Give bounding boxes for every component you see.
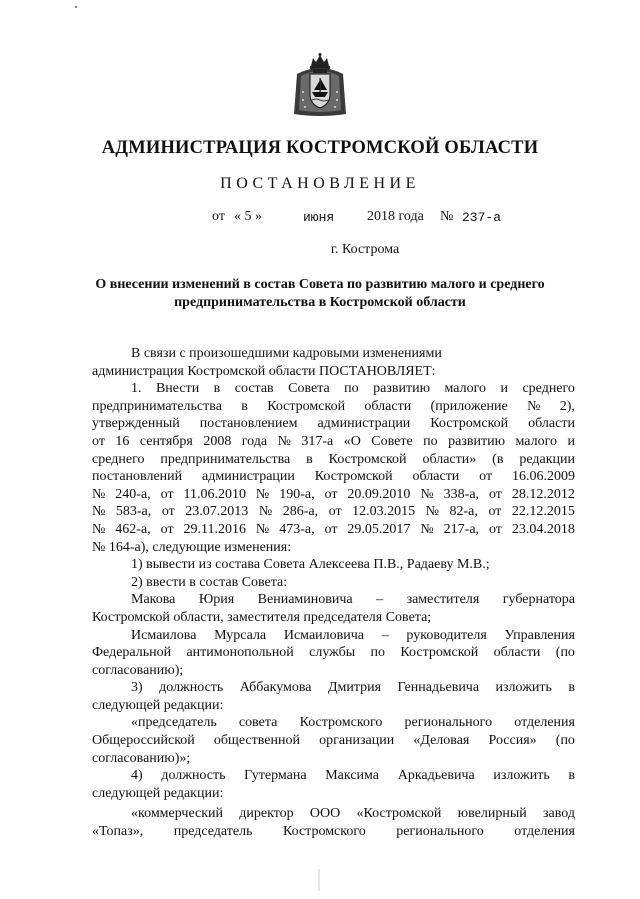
body-line (92, 644, 575, 662)
word: по (423, 433, 438, 449)
word: состав (234, 381, 274, 397)
word: 23.07.2013 (185, 504, 249, 520)
word: 16.06.2009 (511, 469, 575, 485)
word: предпринимательства (92, 398, 222, 414)
word: Федеральной (92, 645, 172, 661)
word: Гутермана (244, 768, 307, 784)
word: № (527, 398, 541, 414)
date-day: « 5 » (234, 209, 262, 224)
date-year: 2018 года (367, 209, 424, 224)
word: Аркадьевича (397, 768, 475, 784)
document-number: 237-а (462, 210, 502, 225)
word: области» (422, 451, 477, 467)
date-prefix: от (212, 209, 225, 224)
word: постановлений (92, 469, 183, 485)
word: № (255, 486, 270, 502)
word: Костромской (267, 398, 346, 414)
word: губернатора (502, 592, 575, 608)
word: среднего (522, 381, 575, 397)
word: Юрия (198, 592, 235, 608)
subject-line: О внесении изменений в состав Совета по развитию малого и среднего (95, 277, 545, 292)
word: Управления (504, 627, 575, 643)
word: должность (161, 768, 226, 784)
word: Костромской (328, 451, 407, 467)
word: 317-а (301, 433, 334, 449)
word: в (213, 381, 221, 397)
word: 82-а, (449, 504, 478, 520)
word: 28.12.2012 (511, 486, 575, 502)
word: 2008 (203, 433, 232, 449)
word: от (488, 504, 502, 520)
word: Костромской (430, 416, 509, 432)
body-line (92, 591, 575, 609)
word: организации (319, 733, 395, 749)
word: заместителя (406, 592, 480, 608)
word: (в (492, 451, 504, 467)
word: (по (555, 645, 575, 661)
coat-of-arms-icon (291, 52, 349, 118)
word: области (493, 645, 541, 661)
word: Костромского (282, 824, 366, 840)
word: предпринимательства (160, 451, 291, 467)
body-line (92, 468, 575, 486)
word: ювелирный (457, 806, 527, 822)
document-type: ПОСТАНОВЛЕНИЕ (220, 175, 420, 192)
body-line (92, 398, 575, 416)
word: малого (515, 433, 557, 449)
body-line (92, 823, 575, 841)
word: Аббакумова (239, 680, 312, 696)
word: 286-а, (282, 504, 319, 520)
word: 11.06.2010 (183, 486, 246, 502)
word: – (376, 592, 384, 608)
document-body (92, 345, 575, 841)
word: Геннадьевича (397, 680, 480, 696)
word: должность (159, 680, 224, 696)
list-item: 2) ввести в состав Совета: (131, 574, 288, 590)
word: в (241, 398, 248, 414)
word: № (255, 521, 270, 537)
word: 23.04.2018 (511, 521, 575, 537)
word: ООО (309, 806, 341, 822)
word: регионального (396, 824, 484, 840)
word: развитию (448, 433, 506, 449)
body-line (92, 714, 575, 732)
word: отделения (514, 824, 575, 840)
word: Максима (325, 768, 380, 784)
word: № (420, 486, 434, 502)
word: от (160, 521, 174, 537)
word: № (92, 486, 106, 502)
word: № (258, 504, 273, 520)
word: Мурсала (214, 627, 267, 643)
word: завод (542, 806, 575, 822)
word: года (241, 433, 268, 449)
word: 22.12.2015 (511, 504, 575, 520)
word: – (381, 627, 389, 643)
word: от (328, 504, 342, 520)
scan-speck (75, 6, 77, 8)
word: 16 (115, 433, 130, 449)
word: общественной (213, 733, 300, 749)
date-month: июня (303, 210, 335, 225)
word: 240-а, (115, 486, 151, 502)
body-line (92, 805, 575, 823)
word: и (567, 433, 575, 449)
word: № (92, 504, 106, 520)
body-line: администрация Костромской области ПОСТАНОВЛЯЕТ: (92, 363, 436, 379)
word: в (568, 680, 575, 696)
document-subject (0, 276, 640, 312)
word: 3) (131, 680, 143, 696)
word: антимонопольной (186, 645, 294, 661)
body-line (92, 451, 575, 469)
word: постановлением (199, 416, 298, 432)
body-line: следующей редакции: (92, 697, 224, 713)
word: от (488, 521, 502, 537)
word: области (412, 469, 460, 485)
organization-title: АДМИНИСТРАЦИЯ КОСТРОМСКОЙ ОБЛАСТИ (101, 138, 539, 158)
word: «Костромской (356, 806, 442, 822)
word: 583-а, (115, 504, 152, 520)
word: от (488, 486, 502, 502)
word: от (479, 469, 493, 485)
word: от (92, 433, 105, 449)
word: изложить (493, 768, 550, 784)
body-line: согласованию)»; (92, 750, 191, 766)
body-line (92, 380, 575, 398)
word: совета (238, 715, 278, 731)
word: «коммерческий (131, 806, 224, 822)
word: 1. (131, 381, 142, 397)
word: Внести (155, 381, 200, 397)
word: Исмаилова (131, 627, 197, 643)
word: службы (309, 645, 356, 661)
word: от (161, 504, 175, 520)
city: г. Кострома (330, 242, 400, 257)
list-item: 1) вывести из состава Совета Алексеева П.В., Радаеву М.В.; (131, 557, 490, 573)
word: «Топаз», (92, 824, 144, 840)
word: № (425, 504, 439, 520)
word: (приложение (430, 398, 508, 414)
word: 2), (559, 398, 575, 414)
body-line (92, 627, 575, 645)
word: № (420, 521, 434, 537)
word: Общероссийской (92, 733, 195, 749)
word: редакции (519, 451, 575, 467)
word: отделения (514, 715, 575, 731)
word: 4) (131, 768, 143, 784)
word: администрации (202, 469, 295, 485)
word: среднего (92, 451, 145, 467)
body-line: № 164-а), следующие изменения: (92, 539, 292, 555)
word: в (306, 451, 313, 467)
word: Костромской (400, 645, 479, 661)
word: 12.03.2015 (352, 504, 416, 520)
body-line: Костромской области, заместителя председателя Совета; (92, 609, 432, 625)
word: председатель (173, 824, 253, 840)
word: сентября (139, 433, 193, 449)
word: Вениаминовича (257, 592, 353, 608)
word: № (277, 433, 291, 449)
body-line: следующей редакции: (92, 785, 224, 801)
list-item (92, 679, 575, 697)
number-sign: № (440, 209, 454, 224)
body-line (92, 433, 575, 451)
word: области (364, 398, 412, 414)
word: № (92, 521, 106, 537)
word: 473-а, (279, 521, 315, 537)
word: Макова (131, 592, 176, 608)
body-line (92, 415, 575, 433)
word: (по (555, 733, 575, 749)
word: Костромской (314, 469, 393, 485)
subject-line: предпринимательства в Костромской области (174, 295, 466, 310)
word: от (324, 486, 338, 502)
word: в (568, 768, 575, 784)
word: 338-а, (443, 486, 480, 502)
body-line (92, 486, 575, 504)
word: утвержденный (92, 416, 180, 432)
word: директор (239, 806, 294, 822)
word: руководителя (406, 627, 487, 643)
word: 29.05.2017 (347, 521, 411, 537)
body-line: согласованию); (92, 662, 184, 678)
word: Россия» (488, 733, 537, 749)
word: малого (444, 381, 487, 397)
word: Совете (371, 433, 413, 449)
body-line (92, 521, 575, 539)
body-line: В связи с произошедшими кадровыми изменениями (131, 346, 442, 361)
page-edge-mark (318, 869, 320, 891)
word: Исмаиловича (283, 627, 364, 643)
word: области (528, 416, 575, 432)
list-item (92, 767, 575, 785)
word: 462-а, (115, 521, 151, 537)
word: администрации (317, 416, 411, 432)
word: от (160, 486, 174, 502)
word: «О (343, 433, 361, 449)
body-line (92, 503, 575, 521)
word: по (370, 645, 386, 661)
word: «Деловая (413, 733, 470, 749)
body-line (92, 732, 575, 750)
word: и (500, 381, 508, 397)
word: Совета (288, 381, 330, 397)
word: «председатель (131, 715, 217, 731)
word: развитию (373, 381, 431, 397)
word: 217-а, (443, 521, 480, 537)
word: регионального (404, 715, 493, 731)
word: 190-а, (279, 486, 315, 502)
word: 20.09.2010 (347, 486, 411, 502)
word: по (344, 381, 359, 397)
word: 29.11.2016 (183, 521, 246, 537)
word: Костромского (299, 715, 383, 731)
word: от (324, 521, 338, 537)
word: Дмитрия (327, 680, 382, 696)
word: изложить (495, 680, 552, 696)
